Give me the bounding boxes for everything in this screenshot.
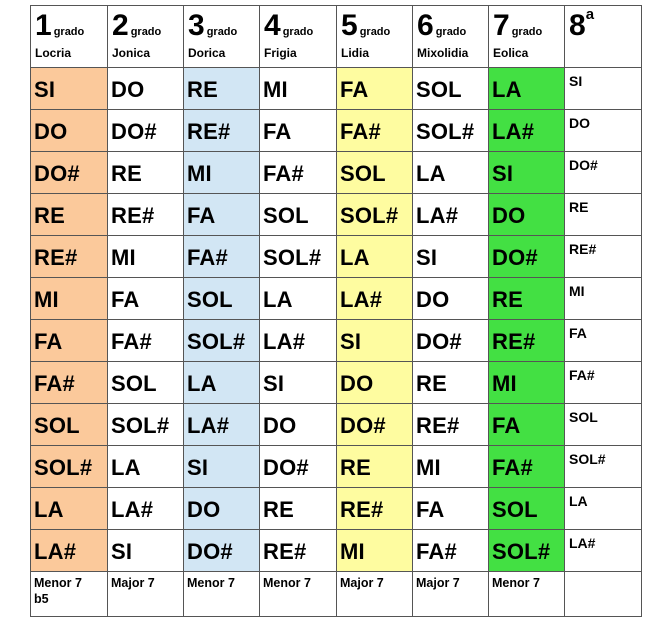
degree-header-content xyxy=(184,6,259,60)
note-cell xyxy=(184,110,260,152)
note-cell xyxy=(260,278,337,320)
note-cell xyxy=(184,278,260,320)
degree-header-8 xyxy=(565,6,642,68)
degree-number: 5 xyxy=(341,9,358,42)
note-cell xyxy=(337,488,413,530)
note-cell xyxy=(565,236,642,278)
note-cell xyxy=(565,530,642,572)
note-cell xyxy=(108,110,184,152)
note-cell xyxy=(565,194,642,236)
note-text: RE# xyxy=(263,539,307,564)
note-text: LA# xyxy=(111,497,154,522)
note-cell xyxy=(260,320,337,362)
chord-quality-line1: Menor 7 xyxy=(34,576,82,590)
note-text: MI xyxy=(187,161,212,186)
note-text: FA# xyxy=(492,455,533,480)
note-text: SOL xyxy=(340,161,386,186)
degree-header-3 xyxy=(184,6,260,68)
note-text: SOL# xyxy=(492,539,551,564)
note-text: LA# xyxy=(340,287,383,312)
note-cell xyxy=(337,404,413,446)
note-cell xyxy=(260,362,337,404)
note-text: LA xyxy=(263,287,293,312)
note-text: DO# xyxy=(340,413,386,438)
note-cell xyxy=(413,362,489,404)
chord-quality-text xyxy=(337,572,412,591)
chord-quality-cell xyxy=(565,572,642,617)
note-cell xyxy=(108,152,184,194)
note-cell xyxy=(337,68,413,110)
chord-quality-row xyxy=(31,572,642,617)
note-cell xyxy=(260,404,337,446)
note-cell xyxy=(337,278,413,320)
degree-suffix: grado xyxy=(359,26,391,38)
note-cell xyxy=(413,530,489,572)
note-row xyxy=(31,278,642,320)
note-cell xyxy=(108,530,184,572)
note-text: SOL xyxy=(569,409,598,425)
chord-quality-cell xyxy=(260,572,337,617)
note-cell xyxy=(184,236,260,278)
note-cell xyxy=(108,488,184,530)
note-cell xyxy=(337,320,413,362)
header-row xyxy=(31,6,642,68)
note-cell xyxy=(413,194,489,236)
mode-name: Lidia xyxy=(341,46,370,60)
note-cell xyxy=(108,68,184,110)
note-text: LA# xyxy=(416,203,459,228)
note-text: LA# xyxy=(34,539,77,564)
note-cell xyxy=(489,194,565,236)
note-cell xyxy=(31,446,108,488)
note-text: MI xyxy=(263,77,288,102)
note-row xyxy=(31,362,642,404)
note-text: DO# xyxy=(111,119,157,144)
degree-number: 2 xyxy=(112,9,129,42)
note-cell xyxy=(260,530,337,572)
note-text: FA xyxy=(187,203,216,228)
note-text: DO xyxy=(187,497,221,522)
note-cell xyxy=(413,404,489,446)
note-cell xyxy=(260,446,337,488)
degree-header-4 xyxy=(260,6,337,68)
note-text: SOL xyxy=(111,371,157,396)
note-cell xyxy=(184,404,260,446)
note-row xyxy=(31,488,642,530)
note-text: DO# xyxy=(187,539,233,564)
note-cell xyxy=(184,530,260,572)
note-text: MI xyxy=(492,371,517,396)
mode-name: Mixolidia xyxy=(417,46,469,60)
note-text: SOL# xyxy=(569,451,606,467)
note-text: DO xyxy=(416,287,450,312)
chord-quality-line2: b5 xyxy=(34,592,49,606)
note-text: DO# xyxy=(569,157,598,173)
note-cell xyxy=(413,68,489,110)
note-text: FA# xyxy=(340,119,381,144)
note-text: LA xyxy=(187,371,217,396)
note-text: SOL xyxy=(34,413,80,438)
degree-header-content xyxy=(108,6,183,60)
degree-header-content xyxy=(565,6,641,44)
note-row xyxy=(31,404,642,446)
note-row xyxy=(31,68,642,110)
note-cell xyxy=(413,236,489,278)
note-cell xyxy=(184,362,260,404)
note-cell xyxy=(108,362,184,404)
note-cell xyxy=(184,152,260,194)
note-text: SI xyxy=(569,73,583,89)
note-row xyxy=(31,236,642,278)
note-text: FA# xyxy=(34,371,75,396)
note-text: FA xyxy=(492,413,521,438)
note-cell xyxy=(108,236,184,278)
note-cell xyxy=(413,152,489,194)
note-text: SI xyxy=(416,245,438,270)
note-text: FA xyxy=(34,329,63,354)
note-cell xyxy=(337,194,413,236)
note-text: LA xyxy=(111,455,141,480)
note-text: SI xyxy=(492,161,514,186)
note-text: RE# xyxy=(111,203,155,228)
chord-quality-line1: Major 7 xyxy=(416,576,460,590)
note-text: SI xyxy=(34,77,56,102)
degree-header-content xyxy=(260,6,336,60)
degree-number: 7 xyxy=(493,9,510,42)
chord-quality-line1: Menor 7 xyxy=(492,576,540,590)
note-text: RE xyxy=(263,497,294,522)
note-cell xyxy=(31,152,108,194)
note-cell xyxy=(260,236,337,278)
chord-quality-cell xyxy=(184,572,260,617)
note-cell xyxy=(184,320,260,362)
note-text: DO# xyxy=(34,161,80,186)
note-text: RE xyxy=(569,199,589,215)
chord-quality-line1: Major 7 xyxy=(340,576,384,590)
note-text: DO# xyxy=(492,245,538,270)
note-cell xyxy=(413,488,489,530)
note-cell xyxy=(565,278,642,320)
note-text: MI xyxy=(34,287,59,312)
note-text: LA xyxy=(492,77,522,102)
note-text: LA# xyxy=(569,535,596,551)
note-cell xyxy=(31,530,108,572)
note-cell xyxy=(108,194,184,236)
note-text: SI xyxy=(263,371,285,396)
note-text: FA# xyxy=(111,329,152,354)
degree-header-6 xyxy=(413,6,489,68)
note-row xyxy=(31,320,642,362)
note-text: SOL xyxy=(492,497,538,522)
note-cell xyxy=(489,110,565,152)
degree-number: 6 xyxy=(417,9,434,42)
note-text: SOL# xyxy=(340,203,399,228)
note-cell xyxy=(489,68,565,110)
degree-suffix: grado xyxy=(206,26,238,38)
note-cell xyxy=(31,320,108,362)
note-cell xyxy=(565,110,642,152)
degree-suffix: grado xyxy=(511,26,543,38)
note-text: SOL xyxy=(263,203,309,228)
note-cell xyxy=(31,68,108,110)
chord-quality-line1: Menor 7 xyxy=(187,576,235,590)
note-cell xyxy=(565,362,642,404)
note-cell xyxy=(31,488,108,530)
note-cell xyxy=(31,362,108,404)
degree-number: 3 xyxy=(188,9,205,42)
note-text: FA xyxy=(416,497,445,522)
note-cell xyxy=(489,278,565,320)
note-cell xyxy=(260,152,337,194)
mode-name: Dorica xyxy=(188,46,226,60)
note-text: DO xyxy=(340,371,374,396)
degree-number: 4 xyxy=(264,9,281,42)
note-text: LA# xyxy=(263,329,306,354)
note-text: FA# xyxy=(263,161,304,186)
note-cell xyxy=(108,278,184,320)
note-text: FA# xyxy=(187,245,228,270)
note-cell xyxy=(489,236,565,278)
note-cell xyxy=(108,446,184,488)
note-row xyxy=(31,530,642,572)
note-row xyxy=(31,194,642,236)
degree-header-7 xyxy=(489,6,565,68)
note-cell xyxy=(489,152,565,194)
note-cell xyxy=(184,488,260,530)
note-text: RE xyxy=(187,77,218,102)
note-text: SOL xyxy=(416,77,462,102)
note-cell xyxy=(337,530,413,572)
note-cell xyxy=(184,446,260,488)
note-cell xyxy=(31,404,108,446)
chord-quality-text xyxy=(489,572,564,591)
note-cell xyxy=(337,152,413,194)
degree-header-5 xyxy=(337,6,413,68)
chord-quality-text xyxy=(31,572,107,607)
degree-header-content xyxy=(337,6,412,60)
degree-header-content xyxy=(489,6,564,60)
note-text: FA xyxy=(569,325,587,341)
note-text: RE# xyxy=(34,245,78,270)
chord-quality-text xyxy=(184,572,259,591)
note-text: DO xyxy=(569,115,590,131)
note-text: DO# xyxy=(263,455,309,480)
chord-quality-text xyxy=(260,572,336,591)
note-text: SOL# xyxy=(111,413,170,438)
degree-header-1 xyxy=(31,6,108,68)
chord-quality-cell xyxy=(489,572,565,617)
note-cell xyxy=(565,404,642,446)
note-text: LA# xyxy=(187,413,230,438)
note-cell xyxy=(489,320,565,362)
note-cell xyxy=(489,446,565,488)
note-text: LA xyxy=(569,493,588,509)
chord-quality-cell xyxy=(337,572,413,617)
note-text: RE xyxy=(340,455,371,480)
note-text: DO xyxy=(34,119,68,144)
note-cell xyxy=(260,488,337,530)
mode-name: Frigia xyxy=(264,46,297,60)
chord-quality-line1: Major 7 xyxy=(111,576,155,590)
note-text: RE# xyxy=(416,413,460,438)
note-cell xyxy=(31,278,108,320)
degree-suffix: grado xyxy=(130,26,162,38)
chord-quality-text xyxy=(413,572,488,591)
degree-header-content xyxy=(413,6,488,60)
chord-quality-cell xyxy=(108,572,184,617)
note-cell xyxy=(31,194,108,236)
note-text: SI xyxy=(111,539,133,564)
note-text: SOL xyxy=(187,287,233,312)
note-text: MI xyxy=(416,455,441,480)
mode-name: Eolica xyxy=(493,46,529,60)
degree-suffix: grado xyxy=(435,26,467,38)
chord-quality-cell xyxy=(31,572,108,617)
note-cell xyxy=(184,194,260,236)
note-cell xyxy=(413,446,489,488)
note-cell xyxy=(260,194,337,236)
note-text: RE# xyxy=(340,497,384,522)
note-text: RE# xyxy=(187,119,231,144)
degree-header-2 xyxy=(108,6,184,68)
note-cell xyxy=(565,68,642,110)
note-text: SOL# xyxy=(187,329,246,354)
note-text: DO# xyxy=(416,329,462,354)
note-cell xyxy=(108,320,184,362)
note-text: LA xyxy=(340,245,370,270)
degree-suffix: grado xyxy=(53,26,85,38)
note-cell xyxy=(337,446,413,488)
octave-superscript: a xyxy=(585,6,595,23)
note-text: DO xyxy=(492,203,526,228)
note-row xyxy=(31,110,642,152)
modes-table xyxy=(30,5,642,617)
note-cell xyxy=(489,362,565,404)
note-cell xyxy=(108,404,184,446)
note-cell xyxy=(489,404,565,446)
note-cell xyxy=(413,110,489,152)
chord-quality-text xyxy=(565,572,641,575)
note-text: RE xyxy=(492,287,523,312)
note-text: DO xyxy=(111,77,145,102)
note-text: FA# xyxy=(416,539,457,564)
chord-quality-cell xyxy=(413,572,489,617)
note-text: RE# xyxy=(569,241,597,257)
note-cell xyxy=(565,446,642,488)
note-text: FA# xyxy=(569,367,595,383)
note-cell xyxy=(413,278,489,320)
degree-number: 8 xyxy=(569,9,586,42)
degree-suffix: grado xyxy=(282,26,314,38)
chord-quality-text xyxy=(108,572,183,591)
note-cell xyxy=(337,236,413,278)
note-cell xyxy=(337,362,413,404)
note-text: FA xyxy=(111,287,140,312)
note-cell xyxy=(413,320,489,362)
note-cell xyxy=(260,110,337,152)
note-text: SOL# xyxy=(34,455,93,480)
note-cell xyxy=(565,152,642,194)
note-text: MI xyxy=(111,245,136,270)
note-cell xyxy=(260,68,337,110)
note-text: DO xyxy=(263,413,297,438)
note-text: RE xyxy=(111,161,142,186)
note-text: SI xyxy=(340,329,362,354)
note-cell xyxy=(489,530,565,572)
note-cell xyxy=(31,236,108,278)
note-text: LA xyxy=(416,161,446,186)
note-text: RE xyxy=(416,371,447,396)
mode-name: Jonica xyxy=(112,46,151,60)
note-text: FA xyxy=(263,119,292,144)
note-cell xyxy=(337,110,413,152)
note-row xyxy=(31,446,642,488)
note-text: SI xyxy=(187,455,209,480)
degree-number: 1 xyxy=(35,9,52,42)
note-cell xyxy=(489,488,565,530)
note-text: FA xyxy=(340,77,369,102)
mode-name: Locria xyxy=(35,46,72,60)
note-text: RE# xyxy=(492,329,536,354)
note-cell xyxy=(31,110,108,152)
note-text: SOL# xyxy=(416,119,475,144)
note-text: MI xyxy=(569,283,585,299)
note-cell xyxy=(565,320,642,362)
degree-header-content xyxy=(31,6,107,60)
note-row xyxy=(31,152,642,194)
note-cell xyxy=(565,488,642,530)
note-text: RE xyxy=(34,203,65,228)
note-text: LA xyxy=(34,497,64,522)
chord-quality-line1: Menor 7 xyxy=(263,576,311,590)
note-text: SOL# xyxy=(263,245,322,270)
note-text: MI xyxy=(340,539,365,564)
note-cell xyxy=(184,68,260,110)
note-text: LA# xyxy=(492,119,535,144)
